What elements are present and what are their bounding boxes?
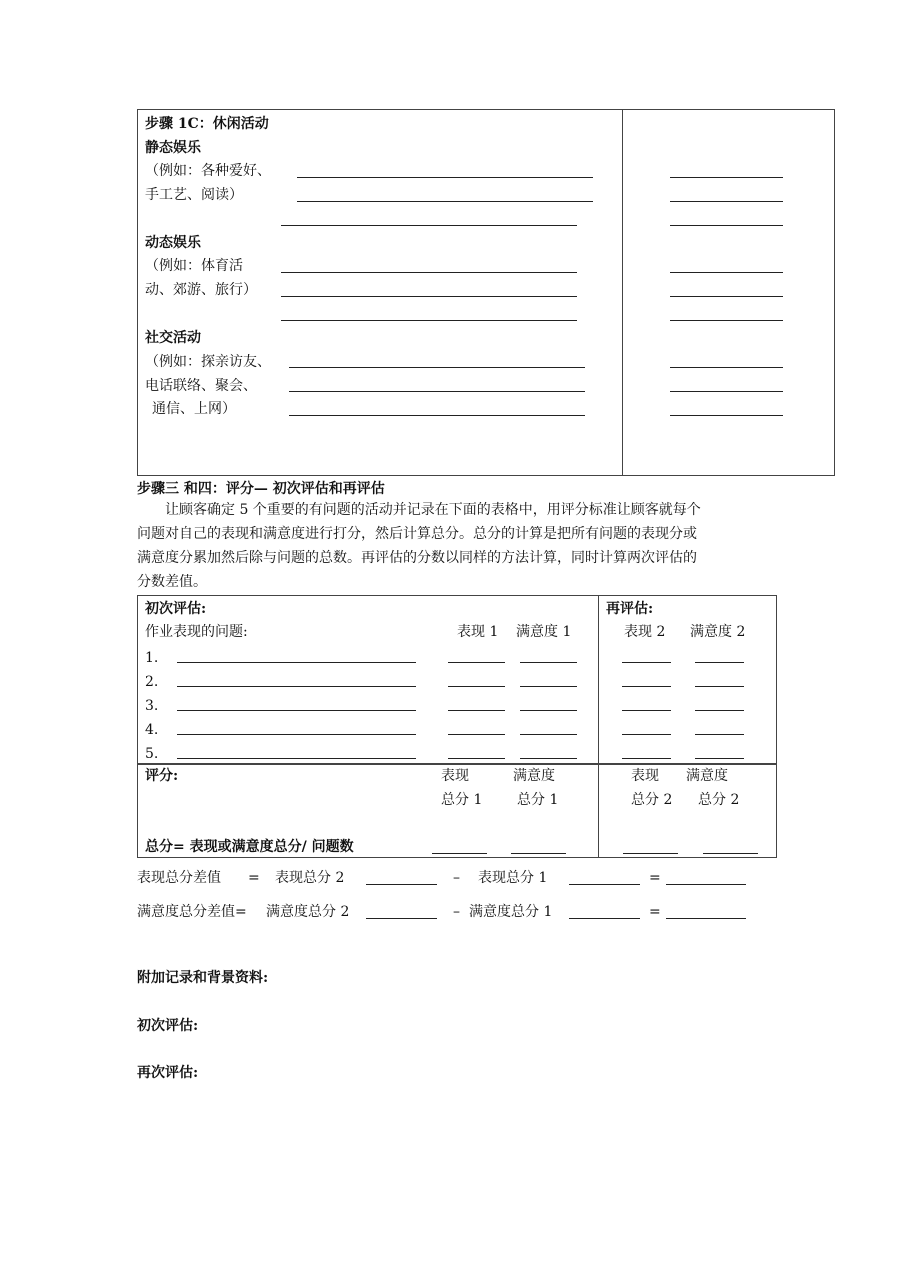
dynamic-score-line-3[interactable] [670, 320, 783, 321]
perf2-line[interactable] [622, 734, 671, 735]
perf-diff-equals-2: = [649, 870, 661, 886]
sat-diff-equals: = [649, 904, 661, 920]
social-activities-title: 社交活动 [145, 330, 201, 346]
perf-diff-label: 表现总分差值 [137, 870, 221, 886]
perf1-header: 表现 1 [457, 624, 499, 640]
static-activity-line-1[interactable] [297, 177, 593, 178]
score-label: 评分: [145, 768, 179, 784]
dynamic-recreation-example-1: （例如：体育活 [145, 258, 243, 274]
dynamic-recreation-title: 动态娱乐 [145, 235, 201, 251]
sat2-line[interactable] [695, 710, 744, 711]
sat2-line[interactable] [695, 734, 744, 735]
score-formula: 总分= 表现或满意度总分/ 问题数 [145, 839, 354, 855]
social-score-line-1[interactable] [670, 367, 783, 368]
step34-paragraph-line-1: 让顾客确定 5 个重要的有问题的活动并记录在下面的表格中，用评分标准让顾客就每个 [165, 502, 701, 518]
step1c-column-divider [622, 109, 623, 476]
social-activity-line-3[interactable] [289, 415, 585, 416]
dynamic-activity-line-3[interactable] [281, 320, 577, 321]
row-number: 3. [145, 698, 159, 714]
problem-line[interactable] [177, 686, 416, 687]
perf-diff-total1-label: 表现总分 1 [478, 870, 548, 886]
sat-diff-total1-label: 满意度总分 1 [469, 904, 553, 920]
dynamic-activity-line-1[interactable] [281, 272, 577, 273]
sat-diff-total1-line[interactable] [569, 918, 640, 919]
step34-paragraph-line-3: 满意度分累加然后除与问题的总数。再评估的分数以同样的方法计算，同时计算两次评估的 [137, 550, 697, 566]
sat1-line[interactable] [520, 686, 577, 687]
score-table-row-divider [137, 763, 777, 765]
sat1-line[interactable] [520, 662, 577, 663]
reeval-title: 再评估: [606, 601, 654, 617]
static-score-line-2[interactable] [670, 201, 783, 202]
row-number: 2. [145, 674, 159, 690]
dynamic-score-line-1[interactable] [670, 272, 783, 273]
step1c-heading: 步骤 1C：休闲活动 [145, 116, 269, 132]
problem-line[interactable] [177, 734, 416, 735]
perf-total2-bottom: 总分 2 [631, 792, 673, 808]
sat1-line[interactable] [520, 734, 577, 735]
sat2-header: 满意度 2 [690, 624, 746, 640]
step34-paragraph-line-2: 问题对自己的表现和满意度进行打分，然后计算总分。总分的计算是把所有问题的表现分或 [137, 526, 697, 542]
problem-line[interactable] [177, 662, 416, 663]
perf1-line[interactable] [448, 710, 505, 711]
perf-total1-bottom: 总分 1 [441, 792, 483, 808]
problem-line[interactable] [177, 710, 416, 711]
notes-initial-eval: 初次评估: [137, 1018, 199, 1034]
sat-diff-label: 满意度总分差值= [137, 904, 247, 920]
social-activity-line-1[interactable] [289, 367, 585, 368]
static-score-line-3[interactable] [670, 225, 783, 226]
static-activity-line-3[interactable] [281, 225, 577, 226]
perf-diff-total2-line[interactable] [366, 884, 437, 885]
social-activities-example-3: 通信、上网） [152, 401, 236, 417]
notes-title: 附加记录和背景资料: [137, 970, 269, 986]
sat1-line[interactable] [520, 758, 577, 759]
sat-total2-line[interactable] [703, 853, 758, 854]
static-score-line-1[interactable] [670, 177, 783, 178]
row-number: 4. [145, 722, 159, 738]
perf-diff-total2-label: 表现总分 2 [275, 870, 345, 886]
perf2-line[interactable] [622, 710, 671, 711]
sat-total2-bottom: 总分 2 [698, 792, 740, 808]
perf-total1-line[interactable] [432, 853, 487, 854]
perf-diff-total1-line[interactable] [569, 884, 640, 885]
dynamic-recreation-example-2: 动、郊游、旅行） [145, 282, 257, 298]
perf-diff-minus: – [453, 870, 460, 886]
score-table-divider [598, 595, 599, 858]
dynamic-activity-line-2[interactable] [281, 296, 577, 297]
static-recreation-example-1: （例如：各种爱好、 [145, 163, 271, 179]
perf2-line[interactable] [622, 662, 671, 663]
dynamic-score-line-2[interactable] [670, 296, 783, 297]
sat1-line[interactable] [520, 710, 577, 711]
sat-diff-minus: – [453, 904, 460, 920]
perf1-line[interactable] [448, 662, 505, 663]
sat-diff-total2-line[interactable] [366, 918, 437, 919]
sat-total1-line[interactable] [511, 853, 566, 854]
row-number: 1. [145, 650, 159, 666]
row-number: 5. [145, 746, 159, 762]
sat2-line[interactable] [695, 686, 744, 687]
sat2-line[interactable] [695, 662, 744, 663]
perf1-line[interactable] [448, 734, 505, 735]
perf2-line[interactable] [622, 686, 671, 687]
perf2-line[interactable] [622, 758, 671, 759]
social-score-line-3[interactable] [670, 415, 783, 416]
notes-reeval: 再次评估: [137, 1065, 199, 1081]
perf2-header: 表现 2 [624, 624, 666, 640]
step34-heading: 步骤三 和四：评分— 初次评估和再评估 [137, 481, 385, 497]
perf-diff-result-line[interactable] [666, 884, 746, 885]
sat1-header: 满意度 1 [516, 624, 572, 640]
sat-total1-bottom: 总分 1 [517, 792, 559, 808]
social-activity-line-2[interactable] [289, 391, 585, 392]
problem-line[interactable] [177, 758, 416, 759]
step34-paragraph-line-4: 分数差值。 [137, 574, 207, 590]
perf-diff-equals: = [248, 870, 260, 886]
sat2-line[interactable] [695, 758, 744, 759]
static-activity-line-2[interactable] [297, 201, 593, 202]
perf-total2-line[interactable] [623, 853, 678, 854]
social-activities-example-2: 电话联络、聚会、 [145, 378, 257, 394]
sat-diff-total2-label: 满意度总分 2 [266, 904, 350, 920]
sat-total2-top: 满意度 [686, 768, 728, 784]
social-activities-example-1: （例如：探亲访友、 [145, 354, 271, 370]
sat-diff-result-line[interactable] [666, 918, 746, 919]
perf-total2-top: 表现 [631, 768, 659, 784]
problems-label: 作业表现的问题: [145, 624, 248, 640]
sat-total1-top: 满意度 [513, 768, 555, 784]
initial-eval-title: 初次评估: [145, 601, 207, 617]
perf1-line[interactable] [448, 758, 505, 759]
static-recreation-example-2: 手工艺、阅读） [145, 187, 243, 203]
static-recreation-title: 静态娱乐 [145, 140, 201, 156]
social-score-line-2[interactable] [670, 391, 783, 392]
perf1-line[interactable] [448, 686, 505, 687]
perf-total1-top: 表现 [441, 768, 469, 784]
